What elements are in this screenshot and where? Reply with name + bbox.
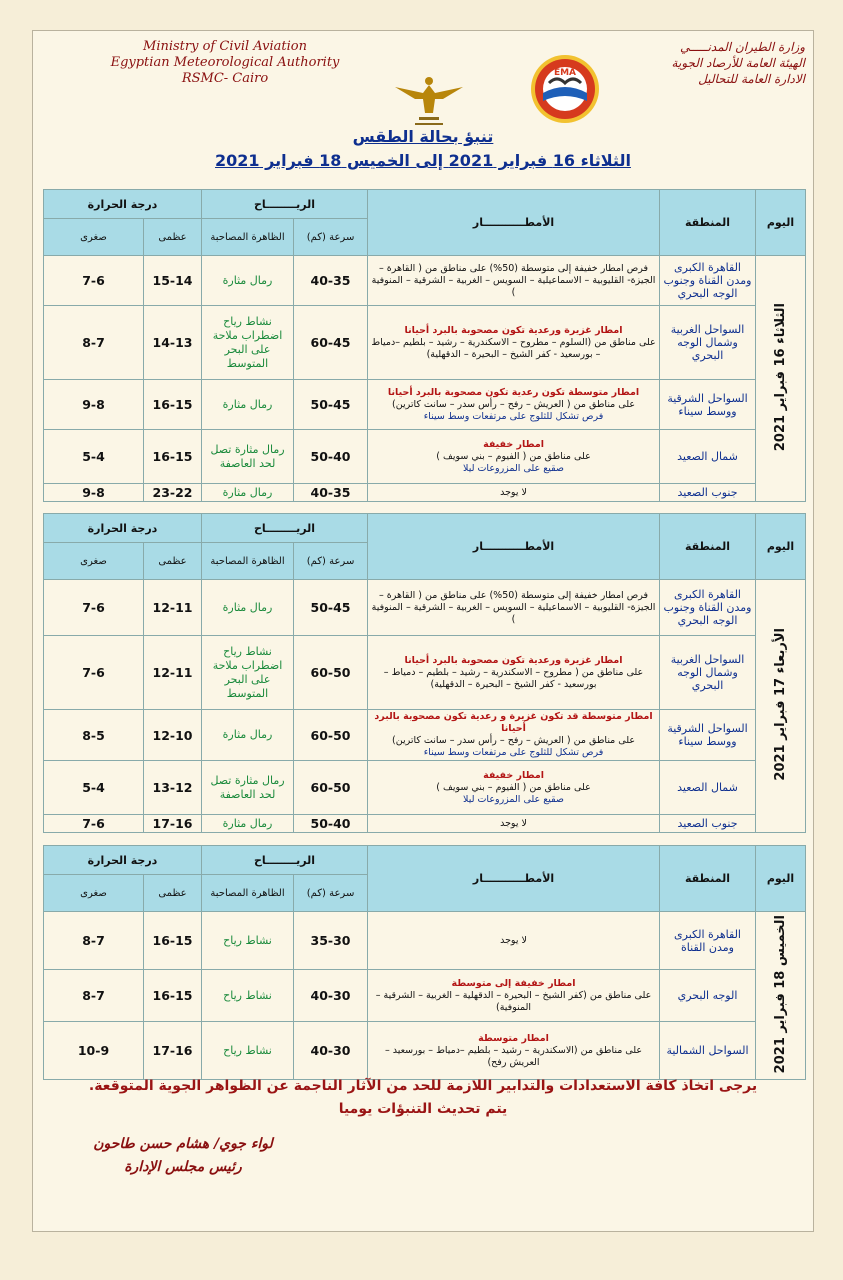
rain-body: على مناطق من (كفر الشيخ – البحيرة – الدقهلية – الغربية – الشرقية – المنوفية) [375, 989, 652, 1013]
max-temp-cell: 12-11 [144, 580, 202, 636]
wind-speed-cell: 35-30 [294, 912, 368, 970]
wind-speed-cell: 60-50 [294, 710, 368, 761]
rain-head: امطار متوسطة تكون رعدية تكون مصحوبة بالبرد أحيانا [387, 386, 640, 398]
max-temp-cell: 23-22 [144, 484, 202, 502]
phenomenon-cell: رمال مثارة [202, 580, 294, 636]
phenomenon-cell: رمال مثارة [202, 815, 294, 833]
phenomenon-cell: رمال مثارة تصل لحد العاصفة [202, 430, 294, 484]
col-region: المنطقة [660, 846, 756, 912]
signature-name: لواء جوي/ هشام حسن طاحون [93, 1136, 273, 1152]
table-row [44, 306, 806, 380]
max-temp-cell: 17-16 [144, 1022, 202, 1080]
header-ar-authority: الهيئة العامة للأرصاد الجوية [671, 56, 805, 70]
wind-speed-cell: 60-45 [294, 306, 368, 380]
table-row [44, 710, 806, 761]
table-row [44, 1022, 806, 1080]
col-wind: الريــــــــاح [202, 846, 368, 875]
col-wind-speed: سرعة (كم) [294, 219, 368, 256]
col-wind: الريــــــــاح [202, 190, 368, 219]
rain-cell [368, 970, 660, 1022]
signature-role: رئيس مجلس الإدارة [124, 1159, 242, 1175]
region-cell: السواحل الشرقية ووسط سيناء [660, 380, 756, 430]
phenomenon-cell: نشاط رياح [202, 912, 294, 970]
wind-speed-cell: 60-50 [294, 761, 368, 815]
rain-body: على مناطق من ( الفيوم – بني سويف ) [436, 781, 591, 793]
table-row [44, 430, 806, 484]
col-phenomenon: الظاهرة المصاحبة [202, 219, 294, 256]
region-cell: القاهرة الكبرى ومدن القناة [660, 912, 756, 970]
rain-body: لا يوجد [500, 817, 527, 829]
phenomenon-cell: رمال مثارة [202, 710, 294, 761]
phenomenon-cell: رمال مثارة تصل لحد العاصفة [202, 761, 294, 815]
rain-body: فرص امطار خفيفة إلى متوسطة (50%) على مناطق من ( القاهرة – الجيزة- القليوبية – الاسماعيلية – السويس – الغربية – الشرقية – المنوفية ) [371, 262, 656, 298]
region-cell: جنوب الصعيد [660, 484, 756, 502]
table-row [44, 256, 806, 306]
max-temp-cell: 12-11 [144, 636, 202, 710]
wind-speed-cell: 40-30 [294, 1022, 368, 1080]
max-temp-cell: 13-12 [144, 761, 202, 815]
rain-note: صقيع على المزروعات ليلا [463, 462, 564, 474]
wind-speed-cell: 50-45 [294, 580, 368, 636]
col-wind-speed: سرعة (كم) [294, 875, 368, 912]
header-en-ministry: Ministry of Civil Aviation [143, 39, 307, 54]
rain-cell [368, 430, 660, 484]
min-temp-cell: 9-8 [44, 380, 144, 430]
col-region: المنطقة [660, 514, 756, 580]
rain-head: امطار متوسطة [478, 1032, 549, 1044]
region-cell: شمال الصعيد [660, 430, 756, 484]
rain-note: صقيع على المزروعات ليلا [463, 793, 564, 805]
rain-head: امطار متوسطة قد تكون غزيرة و رعدية تكون مصحوبة بالبرد أحيانا [374, 711, 653, 734]
wind-speed-cell: 40-35 [294, 484, 368, 502]
page-title: تنبؤ بحالة الطقس [352, 127, 494, 146]
min-temp-cell: 8-7 [44, 306, 144, 380]
min-temp-cell: 9-8 [44, 484, 144, 502]
rain-cell [368, 761, 660, 815]
col-day: اليوم [756, 846, 806, 912]
col-temp: درجة الحرارة [44, 190, 202, 219]
phenomenon-cell: رمال مثارة [202, 484, 294, 502]
table-row [44, 380, 806, 430]
max-temp-cell: 16-15 [144, 380, 202, 430]
region-cell: جنوب الصعيد [660, 815, 756, 833]
col-temp: درجة الحرارة [44, 514, 202, 543]
col-max: عظمى [144, 543, 202, 580]
max-temp-cell: 12-10 [144, 710, 202, 761]
table-row [44, 484, 806, 502]
advisory-text: يرجى اتخاذ كافة الاستعدادات والتدابير اللازمة للحد من الآثار الناجمة عن الظواهر الجوية المتوقعة. [88, 1078, 758, 1094]
forecast-table-day-1 [43, 189, 806, 502]
region-cell: السواحل الشرقية ووسط سيناء [660, 710, 756, 761]
region-cell: الوجه البحري [660, 970, 756, 1022]
rain-note: فرص تشكل للثلوج على مرتفعات وسط سيناء [423, 747, 604, 758]
max-temp-cell: 17-16 [144, 815, 202, 833]
table-row [44, 970, 806, 1022]
rain-cell [368, 1022, 660, 1080]
rain-body: على مناطق من ( الفيوم – بني سويف ) [436, 450, 591, 462]
rain-note: فرص تشكل للثلوج على مرتفعات وسط سيناء [423, 410, 604, 422]
wind-speed-cell: 50-45 [294, 380, 368, 430]
wind-speed-cell: 50-40 [294, 430, 368, 484]
wind-speed-cell: 40-35 [294, 256, 368, 306]
rain-body: لا يوجد [500, 934, 527, 946]
col-min: صغرى [44, 543, 144, 580]
header-english [95, 39, 355, 87]
rain-cell [368, 306, 660, 380]
phenomenon-cell: رمال مثارة [202, 380, 294, 430]
min-temp-cell: 8-7 [44, 970, 144, 1022]
min-temp-cell: 7-6 [44, 580, 144, 636]
rain-cell [368, 710, 660, 761]
table-row [44, 580, 806, 636]
col-min: صغرى [44, 219, 144, 256]
forecast-table-day-3 [43, 845, 806, 1080]
col-wind-speed: سرعة (كم) [294, 543, 368, 580]
col-phenomenon: الظاهرة المصاحبة [202, 543, 294, 580]
rain-body: على مناطق من (الاسكندرية – رشيد – بلطيم –دمياط – بورسعيد – العريش رفح) [384, 1044, 643, 1068]
region-cell: القاهرة الكبرى ومدن القناة وجنوب الوجه البحري [660, 256, 756, 306]
table-row [44, 912, 806, 970]
rain-cell [368, 636, 660, 710]
rain-head: امطار خفيفة [483, 769, 544, 781]
rain-cell [368, 580, 660, 636]
day-label: الخميس 18 فبراير 2021 [772, 914, 788, 1074]
col-day: اليوم [756, 514, 806, 580]
header-en-rsmc: RSMC- Cairo [181, 71, 269, 86]
region-cell: السواحل الغربية وشمال الوجه البحري [660, 636, 756, 710]
header-ar-department: الادارة العامة للتحاليل [698, 72, 805, 86]
min-temp-cell: 7-6 [44, 256, 144, 306]
rain-body: لا يوجد [500, 486, 527, 498]
max-temp-cell: 16-15 [144, 430, 202, 484]
rain-head: امطار غزيرة ورعدية تكون مصحوبة بالبرد أحيانا [404, 654, 623, 666]
rain-head: امطار خفيفة إلى متوسطة [451, 977, 576, 989]
header-ar-ministry: وزارة الطيران المدنـــــي [679, 40, 805, 54]
page-subtitle: الثلاثاء 16 فبراير 2021 إلى الخميس 18 فبراير 2021 [215, 151, 631, 170]
phenomenon-cell: رمال مثارة [202, 256, 294, 306]
rain-cell [368, 256, 660, 306]
table-row [44, 815, 806, 833]
col-rain: الأمطـــــــــــار [368, 846, 660, 912]
rain-head: امطار غزيرة ورعدية تكون مصحوبة بالبرد أحيانا [404, 324, 623, 336]
day-label: الثلاثاء 16 فبراير 2021 [772, 302, 788, 452]
min-temp-cell: 7-6 [44, 636, 144, 710]
min-temp-cell: 5-4 [44, 430, 144, 484]
col-temp: درجة الحرارة [44, 846, 202, 875]
min-temp-cell: 8-7 [44, 912, 144, 970]
col-rain: الأمطـــــــــــار [368, 190, 660, 256]
col-day: اليوم [756, 190, 806, 256]
rain-body: على مناطق من ( العريش – رفح – رأس سدر – سانت كاترين) [392, 398, 636, 410]
col-region: المنطقة [660, 190, 756, 256]
rain-body: على مناطق من ( مطروح – الاسكندرية – رشيد – بلطيم – دمياط – بورسعيد - كفر الشيخ – البحيرة – الدقهلية) [383, 666, 644, 690]
wind-speed-cell: 60-50 [294, 636, 368, 710]
phenomenon-cell: نشاط رياح اضطراب ملاحة على البحر المتوسط [202, 306, 294, 380]
min-temp-cell: 8-5 [44, 710, 144, 761]
max-temp-cell: 16-15 [144, 912, 202, 970]
update-notice: يتم تحديث التنبؤات يوميا [338, 1101, 508, 1117]
day-label: الأربعاء 17 فبراير 2021 [772, 628, 788, 781]
header-arabic [605, 39, 805, 87]
max-temp-cell: 14-13 [144, 306, 202, 380]
region-cell: السواحل الشمالية [660, 1022, 756, 1080]
rain-head: امطار خفيفة [483, 438, 544, 450]
header-en-authority: Egyptian Meteorological Authority [110, 55, 340, 70]
wind-speed-cell: 50-40 [294, 815, 368, 833]
region-cell: السواحل الغربية وشمال الوجه البحري [660, 306, 756, 380]
forecast-table-day-2 [43, 513, 806, 833]
rain-body: على مناطق من (السلوم – مطروح – الاسكندرية – رشيد – بلطيم –دمياط – بورسعيد - كفر الشيخ – البحيرة – الدقهلية) [371, 336, 656, 360]
ema-logo-text: EMA [553, 68, 577, 78]
max-temp-cell: 15-14 [144, 256, 202, 306]
day-label-cell [756, 580, 806, 833]
rain-cell [368, 484, 660, 502]
region-cell: القاهرة الكبرى ومدن القناة وجنوب الوجه البحري [660, 580, 756, 636]
min-temp-cell: 5-4 [44, 761, 144, 815]
rain-body: فرص امطار خفيفة إلى متوسطة (50%) على مناطق من ( القاهرة – الجيزة- القليوبية – الاسماعيلية – السويس – الغربية – الشرقية – المنوفية ) [371, 589, 656, 625]
table-row [44, 636, 806, 710]
wind-speed-cell: 40-30 [294, 970, 368, 1022]
rain-cell [368, 912, 660, 970]
col-max: عظمى [144, 875, 202, 912]
day-label-cell [756, 256, 806, 502]
region-cell: شمال الصعيد [660, 761, 756, 815]
min-temp-cell: 7-6 [44, 815, 144, 833]
max-temp-cell: 16-15 [144, 970, 202, 1022]
col-rain: الأمطـــــــــــار [368, 514, 660, 580]
min-temp-cell: 10-9 [44, 1022, 144, 1080]
col-phenomenon: الظاهرة المصاحبة [202, 875, 294, 912]
ema-logo [529, 53, 601, 125]
phenomenon-cell: نشاط رياح اضطراب ملاحة على البحر المتوسط [202, 636, 294, 710]
forecast-sheet [32, 30, 814, 1232]
rain-cell [368, 380, 660, 430]
col-max: عظمى [144, 219, 202, 256]
col-min: صغرى [44, 875, 144, 912]
rain-cell [368, 815, 660, 833]
table-row [44, 761, 806, 815]
col-wind: الريــــــــاح [202, 514, 368, 543]
day-label-cell [756, 912, 806, 1080]
phenomenon-cell: نشاط رياح [202, 970, 294, 1022]
rain-body: على مناطق من ( العريش – رفح – رأس سدر – سانت كاترين) [392, 735, 636, 746]
phenomenon-cell: نشاط رياح [202, 1022, 294, 1080]
civil-aviation-eagle-logo [393, 67, 465, 131]
